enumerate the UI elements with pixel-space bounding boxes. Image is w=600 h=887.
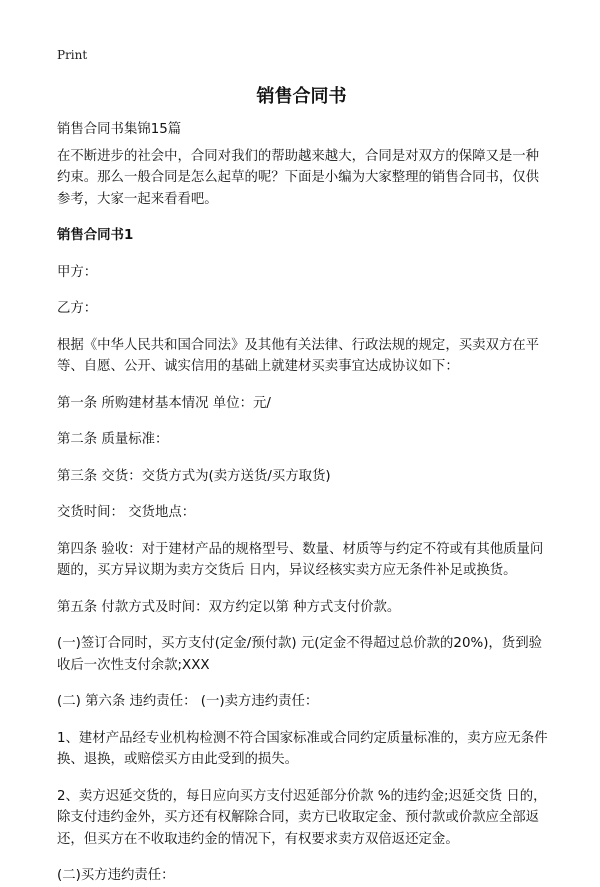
article-4: 第四条 验收：对于建材产品的规格型号、数量、材质等与约定不符或有其他质量问题的，买方异议期为卖方交货后 日内，异议经核实卖方应无条件补足或换货。 <box>57 541 544 578</box>
section-heading: 销售合同书1 <box>57 228 134 243</box>
buyer-liability-heading: (二)买方违约责任： <box>57 868 175 883</box>
intro-paragraph: 在不断进步的社会中，合同对我们的帮助越来越大，合同是对双方的保障又是一种约束。那么一般合同是怎么起草的呢？下面是小编为大家整理的销售合同书，仅供参考，大家一起来看看吧。 <box>57 148 540 207</box>
delivery-time-line: 交货时间： 交货地点： <box>57 505 196 520</box>
article-5: 第五条 付款方式及时间：双方约定以第 种方式支付价款。 <box>57 599 401 615</box>
payment-option-1: (一)签订合同时，买方支付(定金/预付款) 元(定金不得超过总价款的20%)，货到验收后一次性支付余款;XXX <box>57 636 542 673</box>
seller-clause-1: 1、建材产品经专业机构检测不符合国家标准或合同约定质量标准的，卖方应无条件换、退换，或赔偿买方由此受到的损失。 <box>57 730 548 767</box>
seller-clause-2: 2、卖方迟延交货的，每日应向买方支付迟延部分价款 %的违约金;迟延交货 日的，除支付违约金外，买方还有权解除合同，卖方已收取定金、预付款或价款应全部返还，但买方在不收取违约金的情况下，有权要求卖方双倍返还定金。 <box>57 788 547 847</box>
document-subtitle: 销售合同书集锦15篇 <box>57 122 182 137</box>
party-b-line: 乙方： <box>57 301 98 316</box>
print-link[interactable]: Print <box>57 48 88 62</box>
party-a-line: 甲方： <box>57 264 98 280</box>
article-6: (二) 第六条 违约责任： (一)卖方违约责任： <box>57 694 319 709</box>
article-1: 第一条 所购建材基本情况 单位：元/ <box>57 395 271 411</box>
article-3: 第三条 交货：交货方式为(卖方送货/买方取货) <box>57 468 331 484</box>
preamble-paragraph: 根据《中华人民共和国合同法》及其他有关法律、行政法规的规定，买卖双方在平等、自愿、公开、诚实信用的基础上就建材买卖事宜达成协议如下： <box>57 337 540 374</box>
document-title: 销售合同书 <box>256 86 347 107</box>
article-2: 第二条 质量标准： <box>57 432 169 447</box>
